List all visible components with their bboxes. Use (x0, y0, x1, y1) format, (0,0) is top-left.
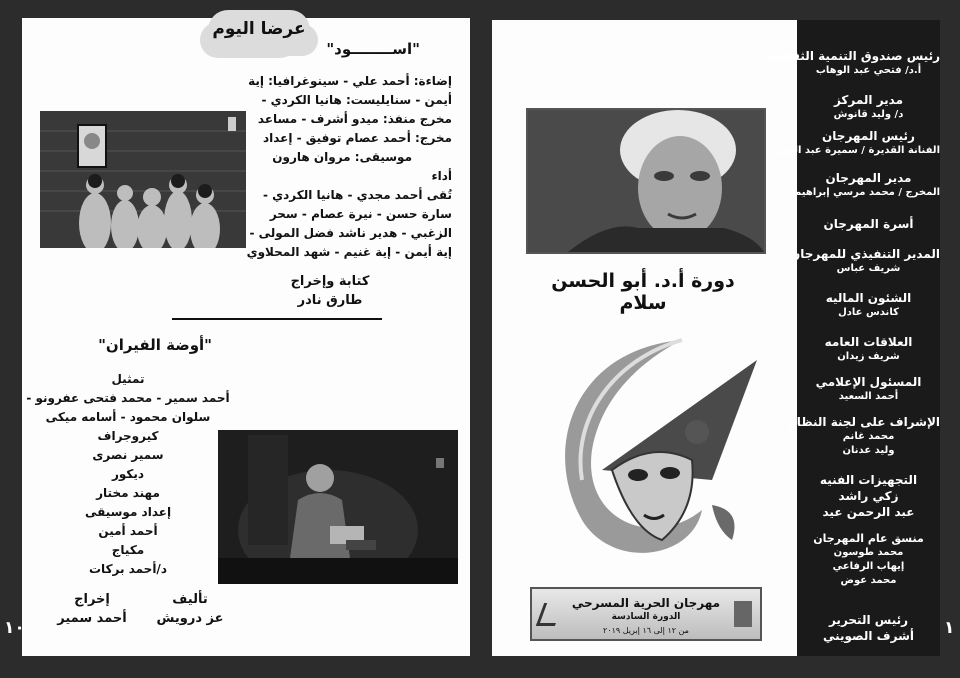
sidebar-name: أحمد السعيد (838, 391, 899, 402)
show1-cast-label: أداء (431, 169, 452, 183)
festival-mask-emblem (532, 330, 762, 580)
sidebar-name: أ.د/ فتحي عبد الوهاب (815, 65, 922, 76)
sidebar-group (797, 290, 940, 320)
cast-line: إية أيمن - إية غنيم - شهد المحلاوي (246, 245, 452, 259)
sidebar-group (797, 92, 940, 122)
sidebar-group (797, 216, 940, 232)
writing-direction-label: كتابة وإخراج (290, 274, 370, 289)
sidebar-name: شريف زيدان (837, 351, 900, 362)
banner-edition: الدورة السادسة (611, 612, 681, 622)
sidebar-name: أشرف الصويني (822, 629, 914, 643)
festival-banner (530, 587, 762, 641)
cast-line: سارة حسن - نيرة عصام - سحر (269, 207, 452, 221)
sidebar-title: رئيس التحرير (828, 613, 909, 627)
role-name: سمير نصرى (92, 448, 164, 462)
section-divider (172, 318, 382, 320)
sidebar-group (767, 48, 940, 78)
sidebar-group (793, 170, 940, 200)
sidebar-name: محمد طوسون (833, 547, 904, 558)
sidebar-title: أسرة المهرجان (823, 217, 914, 231)
show1-photo (40, 111, 246, 248)
sidebar-name: إيهاب الرفاعي (832, 561, 905, 572)
sidebar-title: التجهيزات الفنيه (819, 473, 918, 487)
left-page (22, 18, 470, 656)
banner-title: مهرجان الحرية المسرحي (571, 596, 721, 610)
crew-line: أيمن - سنايليست: هانيا الكردي - (261, 93, 452, 107)
right-page (492, 20, 940, 656)
role-label: إعداد موسيقى (84, 505, 172, 519)
role-name: د/أحمد بركات (89, 562, 167, 576)
credits-sidebar (767, 20, 940, 656)
sidebar-name: شريف عباس (836, 263, 901, 274)
portrait-photo (526, 108, 766, 254)
sidebar-title: المسئول الإعلامي (815, 375, 922, 389)
sidebar-name: وليد عدنان (842, 445, 895, 456)
cast-line: أحمد سمير - محمد فتحى عفرونو - (26, 391, 230, 405)
crew-line: موسيقى: مروان هارون (272, 150, 412, 164)
show2-title: "أوضة الفيران" (98, 336, 212, 354)
show1-title: "اســــــــود" (326, 40, 420, 58)
sidebar-name: محمد عوض (840, 575, 897, 586)
logo-badge-icon (734, 601, 752, 627)
sidebar-name: د/ وليد قانوش (833, 109, 904, 120)
sidebar-group (797, 374, 940, 404)
sidebar-group (797, 532, 940, 588)
role-label: كيروجراف (97, 429, 159, 443)
show2-credits (22, 370, 234, 579)
sidebar-group (797, 334, 940, 364)
sidebar-group (789, 246, 940, 276)
sidebar-title: مدير المهرجان (825, 171, 912, 185)
sidebar-group (797, 472, 940, 520)
sidebar-title: الشئون الماليه (825, 291, 912, 305)
sidebar-group (772, 128, 940, 158)
author-name: عز درويش (156, 611, 224, 626)
show2-director-block (52, 590, 132, 628)
director-name: أحمد سمير (57, 611, 127, 626)
author-label: تأليف (172, 592, 208, 607)
show2-author-block (150, 590, 230, 628)
show2-cast-label: تمثيل (111, 372, 145, 386)
show2-photo (218, 430, 458, 584)
sidebar-name: كاندس عادل (838, 307, 899, 318)
cast-line: سلوان محمود - أسامه ميكى (45, 410, 211, 424)
right-page-number: ١ (944, 618, 955, 638)
sidebar-name: الفنانة القديرة / سميرة عبد العزيز (772, 145, 940, 156)
sidebar-title: رئيس المهرجان (822, 129, 915, 143)
sidebar-group (797, 612, 940, 644)
cast-line: تُقى أحمد مجدي - هانيا الكردي - (262, 188, 452, 202)
sidebar-title: منسق عام المهرجان (813, 532, 924, 545)
sidebar-title: المدير التنفيذي للمهرجان (789, 247, 940, 261)
sidebar-title: رئيس صندوق التنمية الثقافية (767, 49, 940, 63)
sidebar-group (788, 414, 940, 458)
sidebar-name: زكي راشد (838, 489, 899, 503)
role-name: مهند مختار (96, 486, 160, 500)
left-page-number: ١٠ (4, 618, 25, 638)
role-name: أحمد أمين (98, 524, 158, 538)
writer-name: طارق نادر (297, 293, 363, 308)
sidebar-name: عبد الرحمن عيد (822, 505, 915, 519)
show1-crew (242, 72, 452, 262)
director-label: إخراج (74, 592, 110, 607)
dedication-title: دورة أ.د. أبو الحسن سلام (551, 270, 735, 314)
crew-line: مخرج منفذ: ميدو أشرف - مساعد (257, 112, 452, 126)
crew-line: إضاءة: أحمد علي - سينوغرافيا: إية (248, 74, 452, 88)
role-label: ديكور (111, 467, 145, 481)
today-shows-label: عرضا اليوم (212, 19, 306, 39)
sidebar-name: محمد غانم (842, 431, 895, 442)
sidebar-title: الإشراف على لجنة النظام (788, 415, 940, 429)
cast-line: الزغبي - هدير ناشد فضل المولى - (249, 226, 452, 240)
sidebar-name: المخرج / محمد مرسي إبراهيم (793, 187, 940, 198)
crew-line: مخرج: أحمد عصام توفيق - إعداد (262, 131, 452, 145)
sidebar-title: العلاقات العامه (824, 335, 913, 349)
banner-dates: من ١٢ إلى ١٦ إبريل ٢٠١٩ (603, 626, 689, 635)
sidebar-title: مدير المركز (833, 93, 904, 107)
show1-writer-block (270, 272, 390, 310)
role-label: مكياج (111, 543, 145, 557)
